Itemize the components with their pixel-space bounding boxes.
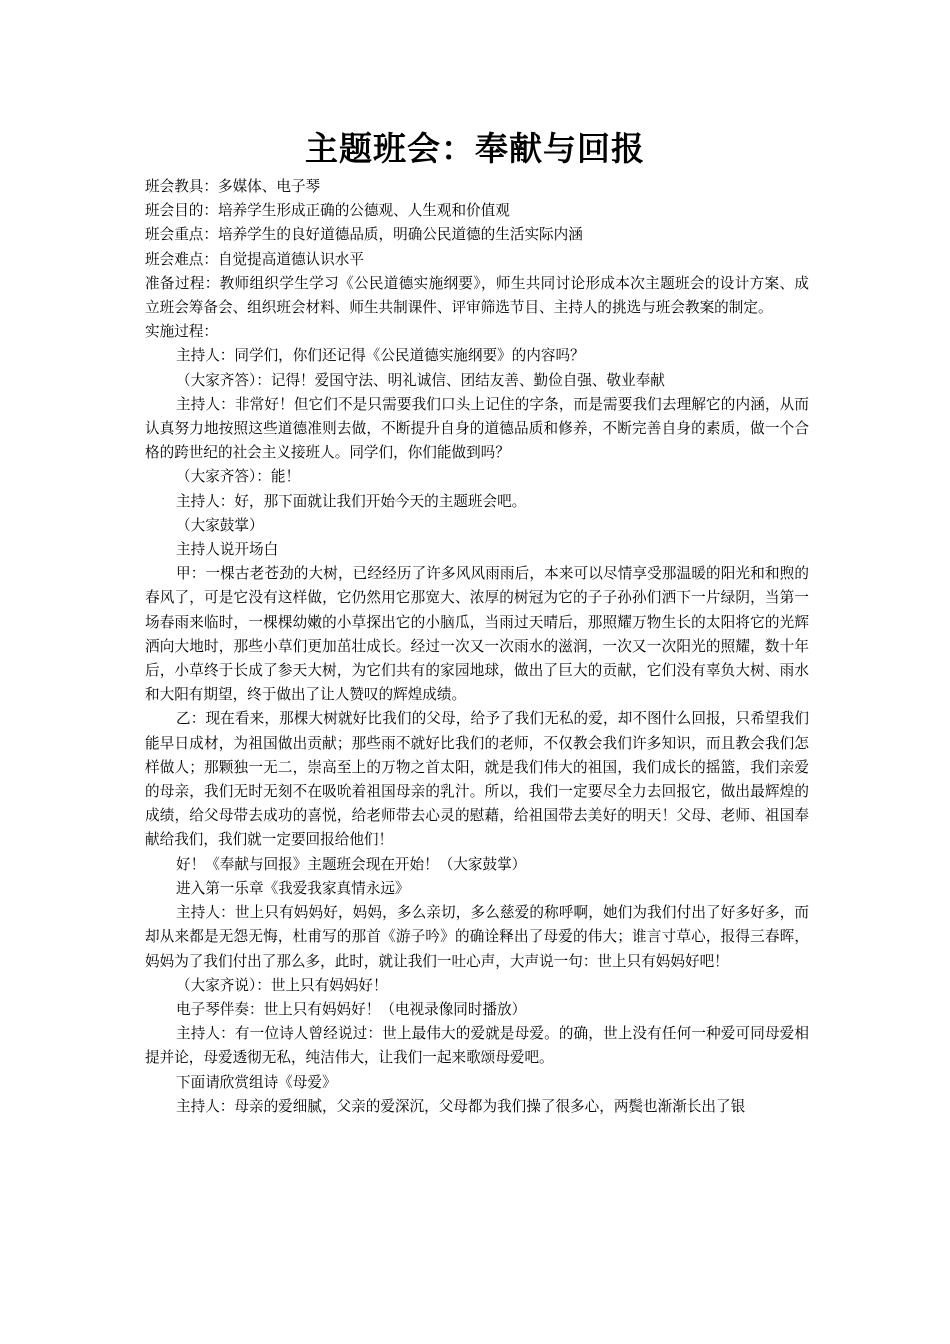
paragraph: （大家齐答）：记得！爱国守法、明礼诚信、团结友善、勤俭自强、敬业奉献	[176, 371, 665, 389]
paragraph: 主持人：好，那下面就让我们开始今天的主题班会吧。	[176, 492, 527, 510]
paragraph: 进入第一乐章《我爱我家真情永远》	[176, 879, 410, 897]
meta-difficulty: 班会难点：自觉提高道德认识水平	[145, 250, 364, 268]
paragraph: 主持人：同学们，你们还记得《公民道德实施纲要》的内容吗？	[176, 347, 585, 365]
document-body	[145, 175, 809, 1119]
paragraph: （大家鼓掌）	[176, 516, 264, 534]
paragraph: （大家齐答）：能！	[176, 468, 301, 486]
meta-tools: 班会教具：多媒体、电子琴	[145, 178, 321, 195]
meta-preparation: 准备过程：教师组织学生学习《公民道德实施纲要》，师生共同讨论形成本次主题班会的设计方案、成立班会筹备会、组织班会材料、师生共制课件、评审筛选节目、主持人的挑选与班会教案的制定。	[145, 274, 809, 317]
meta-process: 实施过程：	[145, 323, 218, 341]
meta-focus: 班会重点：培养学生的良好道德品质，明确公民道德的生活实际内涵	[145, 226, 583, 244]
paragraph: 主持人说开场白	[176, 541, 279, 559]
paragraph: 下面请欣赏组诗《母爱》	[176, 1073, 337, 1091]
paragraph: 主持人：世上只有妈妈好，妈妈，多么亲切，多么慈爱的称呼啊，她们为我们付出了好多好多，而却从来都是无怨无悔，杜甫写的那首《游子吟》的确诠释出了母爱的伟大；谁言寸草心，报得三春晖，妈妈为了我们付出了那么多，此时，就让我们一吐心声，大声说一句：世上只有妈妈好吧！	[145, 904, 809, 970]
paragraph: 乙：现在看来，那棵大树就好比我们的父母，给予了我们无私的爱，却不图什么回报，只希望我们能早日成材，为祖国做出贡献；那些雨不就好比我们的老师，不仅教会我们许多知识，而且教会我们怎样做人；那颗独一无二，崇高至上的万物之首太阳，就是我们伟大的祖国，我们成长的摇篮，我们亲爱的母亲，我们无时无刻不在吸吮着祖国母亲的乳汁。所以，我们一定要尽全力去回报它，做出最辉煌的成绩，给父母带去成功的喜悦，给老师带去心灵的慰藉，给祖国带去美好的明天！父母、老师、祖国奉献给我们，我们就一定要回报给他们！	[145, 710, 809, 849]
paragraph: 主持人：母亲的爱细腻，父亲的爱深沉，父母都为我们操了很多心，两鬓也渐渐长出了银	[176, 1097, 746, 1115]
paragraph: 甲：一棵古老苍劲的大树，已经经历了许多风风雨雨后，本来可以尽情享受那温暖的阳光和和煦的春风了，可是它没有这样做，它仍然用它那宽大、浓厚的树冠为它的子子孙孙们洒下一片绿阴，当第一场春雨来临时，一棵棵幼嫩的小草探出它的小脑瓜，当雨过天晴后，那照耀万物生长的太阳将它的光辉洒向大地时，那些小草们更加茁壮成长。经过一次又一次雨水的滋润，一次又一次阳光的照耀，数十年后，小草终于长成了参天大树，为它们共有的家园地球，做出了巨大的贡献，它们没有辜负大树、雨水和大阳有期望，终于做出了让人赞叹的辉煌成绩。	[145, 565, 809, 704]
page-title: 主题班会：奉献与回报	[305, 129, 645, 168]
paragraph: 电子琴伴奏：世上只有妈妈好！（电视录像同时播放）	[176, 1000, 527, 1018]
paragraph: 主持人：非常好！但它们不是只需要我们口头上记住的字条，而是需要我们去理解它的内涵，从而认真努力地按照这些道德准则去做，不断提升自身的道德品质和修养，不断完善自身的素质，做一个合格的跨世纪的社会主义接班人。同学们，你们能做到吗？	[145, 395, 809, 462]
meta-purpose: 班会目的：培养学生形成正确的公德观、人生观和价值观	[145, 202, 510, 220]
paragraph: 主持人：有一位诗人曾经说过：世上最伟大的爱就是母爱。的确，世上没有任何一种爱可同母爱相提并论，母爱透彻无私，纯洁伟大，让我们一起来歌颂母爱吧。	[145, 1025, 809, 1067]
paragraph: 好！《奉献与回报》主题班会现在开始！（大家鼓掌）	[176, 855, 527, 873]
paragraph: （大家齐说）：世上只有妈妈好！	[176, 976, 388, 994]
